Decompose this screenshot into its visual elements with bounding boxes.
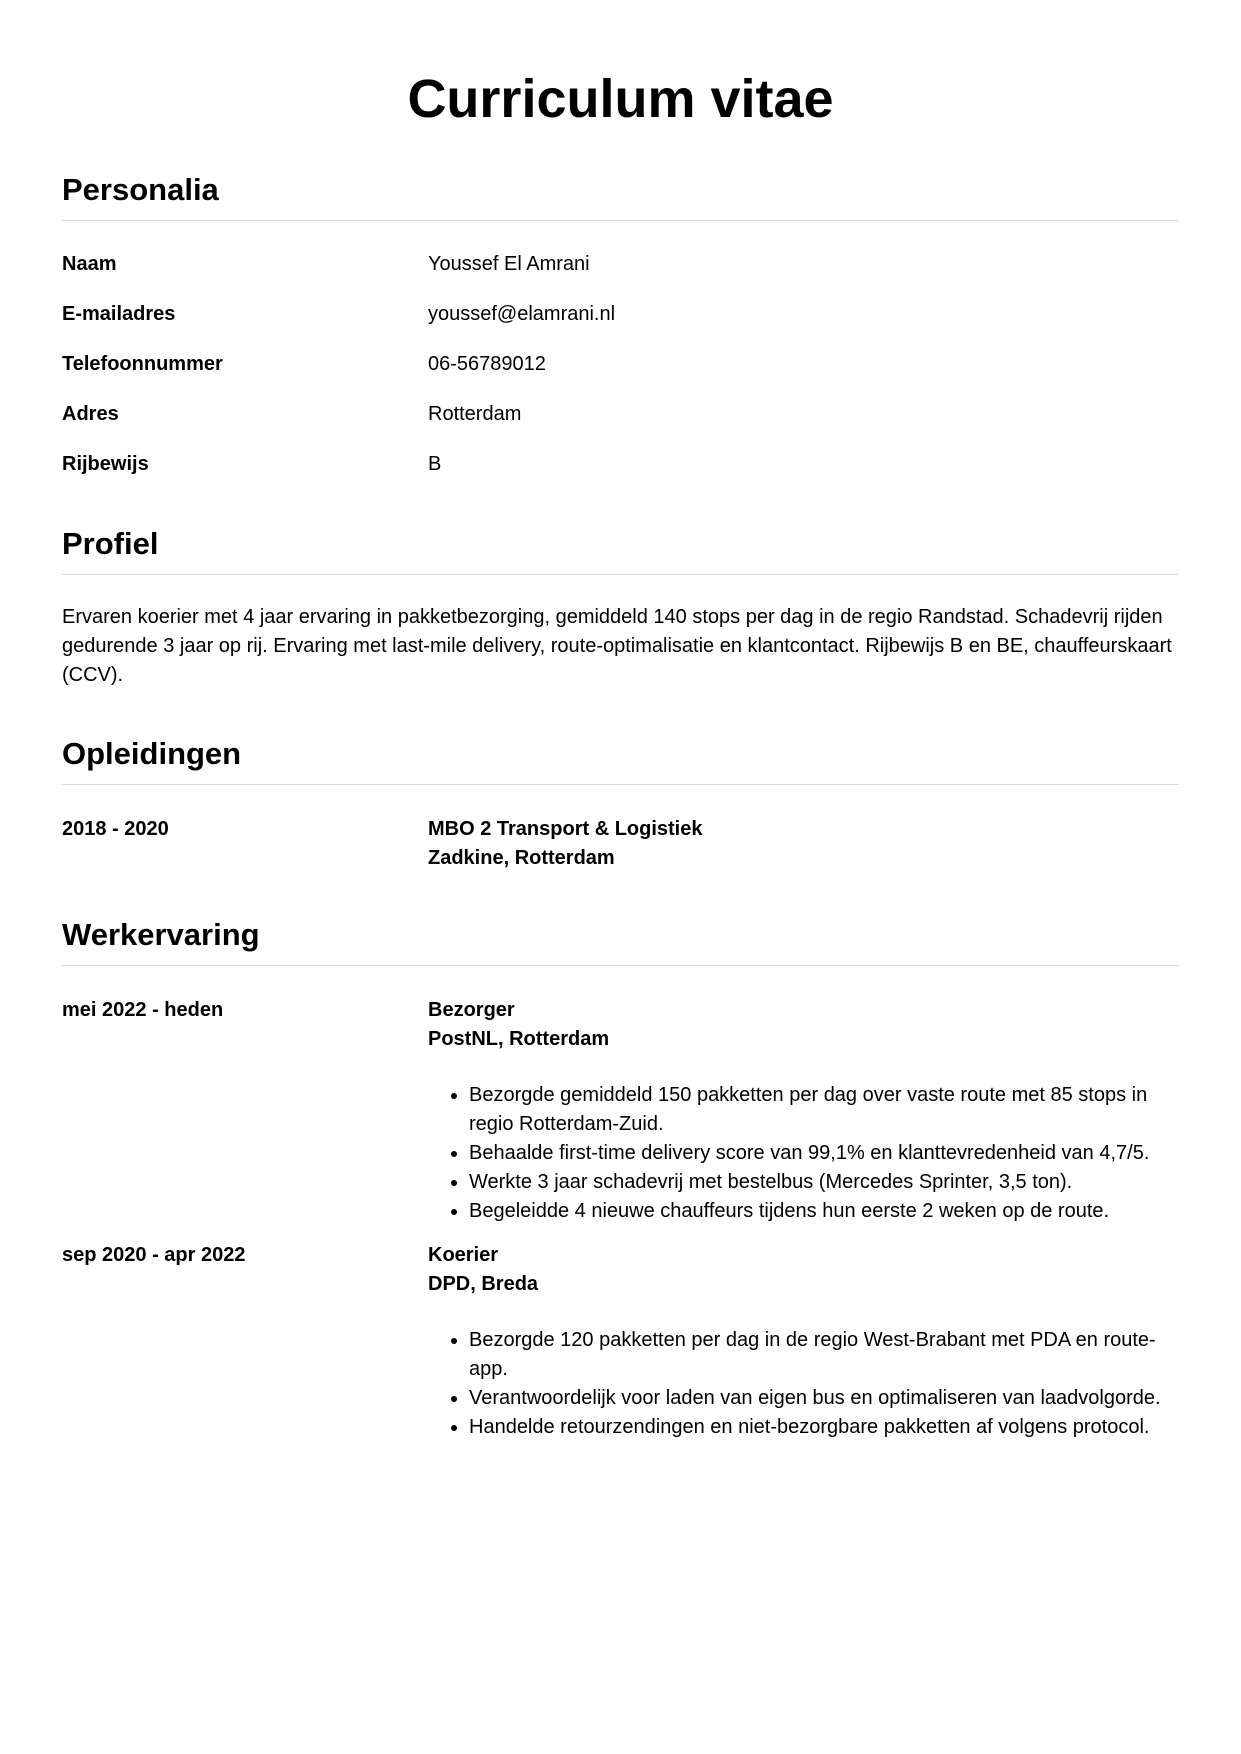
entry-employer: DPD, Breda bbox=[428, 1273, 539, 1295]
document-title: Curriculum vitae bbox=[407, 69, 834, 129]
entry-title: Bezorger bbox=[428, 999, 515, 1021]
section-werkervaring bbox=[62, 915, 1179, 1442]
list-item: • Bezorgde gemiddeld 150 pakketten per dag over vaste route met 85 stops in regio Rotterdam-Zuid. bbox=[469, 1081, 1179, 1139]
task-list bbox=[428, 1326, 1179, 1442]
entry-institution: Zadkine, Rotterdam bbox=[428, 847, 615, 869]
entry-body bbox=[428, 996, 1179, 1226]
section-personalia bbox=[62, 170, 1179, 501]
section-heading: Personalia bbox=[62, 170, 1179, 221]
personalia-row-adres bbox=[62, 401, 1179, 451]
personalia-row-rijbewijs bbox=[62, 451, 1179, 501]
field-label: Telefoonnummer bbox=[62, 353, 223, 375]
task-list bbox=[428, 1081, 1179, 1226]
field-label: E-mailadres bbox=[62, 303, 176, 325]
section-heading: Werkervaring bbox=[62, 915, 1179, 966]
section-opleidingen bbox=[62, 734, 1179, 873]
section-heading: Opleidingen bbox=[62, 734, 1179, 785]
profile-summary: Ervaren koerier met 4 jaar ervaring in pakketbezorging, gemiddeld 140 stops per dag in de regio Randstad. Schadevrij rijden gedurende 3 jaar op rij. Ervaring met last-mile delivery, route-optimalisatie en klantcontact. Rijbewijs B en BE, chauffeurskaart (CCV). bbox=[62, 606, 1172, 686]
section-profiel bbox=[62, 524, 1179, 690]
personalia-table bbox=[62, 251, 1179, 501]
field-value: Rotterdam bbox=[428, 403, 522, 425]
work-entry bbox=[62, 1241, 1179, 1442]
list-item: • Bezorgde 120 pakketten per dag in de regio West-Brabant met PDA en route-app. bbox=[469, 1326, 1179, 1384]
education-entry bbox=[62, 815, 1179, 873]
section-heading: Profiel bbox=[62, 524, 1179, 575]
field-value: 06-56789012 bbox=[428, 353, 546, 375]
list-item: • Behaalde first-time delivery score van 99,1% en klanttevredenheid van 4,7/5. bbox=[469, 1139, 1179, 1168]
list-item: • Begeleidde 4 nieuwe chauffeurs tijdens hun eerste 2 weken op de route. bbox=[469, 1197, 1179, 1226]
entry-body bbox=[428, 1241, 1179, 1442]
field-value: youssef@elamrani.nl bbox=[428, 303, 616, 325]
entry-period: 2018 - 2020 bbox=[62, 818, 169, 840]
entry-body bbox=[428, 815, 1179, 873]
personalia-row-email bbox=[62, 301, 1179, 351]
list-item: • Verantwoordelijk voor laden van eigen bus en optimaliseren van laadvolgorde. bbox=[469, 1384, 1179, 1413]
entry-title: MBO 2 Transport & Logistiek bbox=[428, 818, 703, 840]
field-value: B bbox=[428, 453, 442, 475]
field-label: Adres bbox=[62, 403, 119, 425]
entry-period: mei 2022 - heden bbox=[62, 999, 224, 1021]
entry-employer: PostNL, Rotterdam bbox=[428, 1028, 610, 1050]
field-label: Rijbewijs bbox=[62, 453, 149, 475]
personalia-row-naam bbox=[62, 251, 1179, 301]
entry-title: Koerier bbox=[428, 1244, 499, 1266]
work-entry bbox=[62, 996, 1179, 1226]
entry-period: sep 2020 - apr 2022 bbox=[62, 1244, 246, 1266]
field-value: Youssef El Amrani bbox=[428, 253, 590, 275]
personalia-row-telefoon bbox=[62, 351, 1179, 401]
field-label: Naam bbox=[62, 253, 117, 275]
list-item: • Werkte 3 jaar schadevrij met bestelbus (Mercedes Sprinter, 3,5 ton). bbox=[469, 1168, 1179, 1197]
list-item: • Handelde retourzendingen en niet-bezorgbare pakketten af volgens protocol. bbox=[469, 1413, 1179, 1442]
